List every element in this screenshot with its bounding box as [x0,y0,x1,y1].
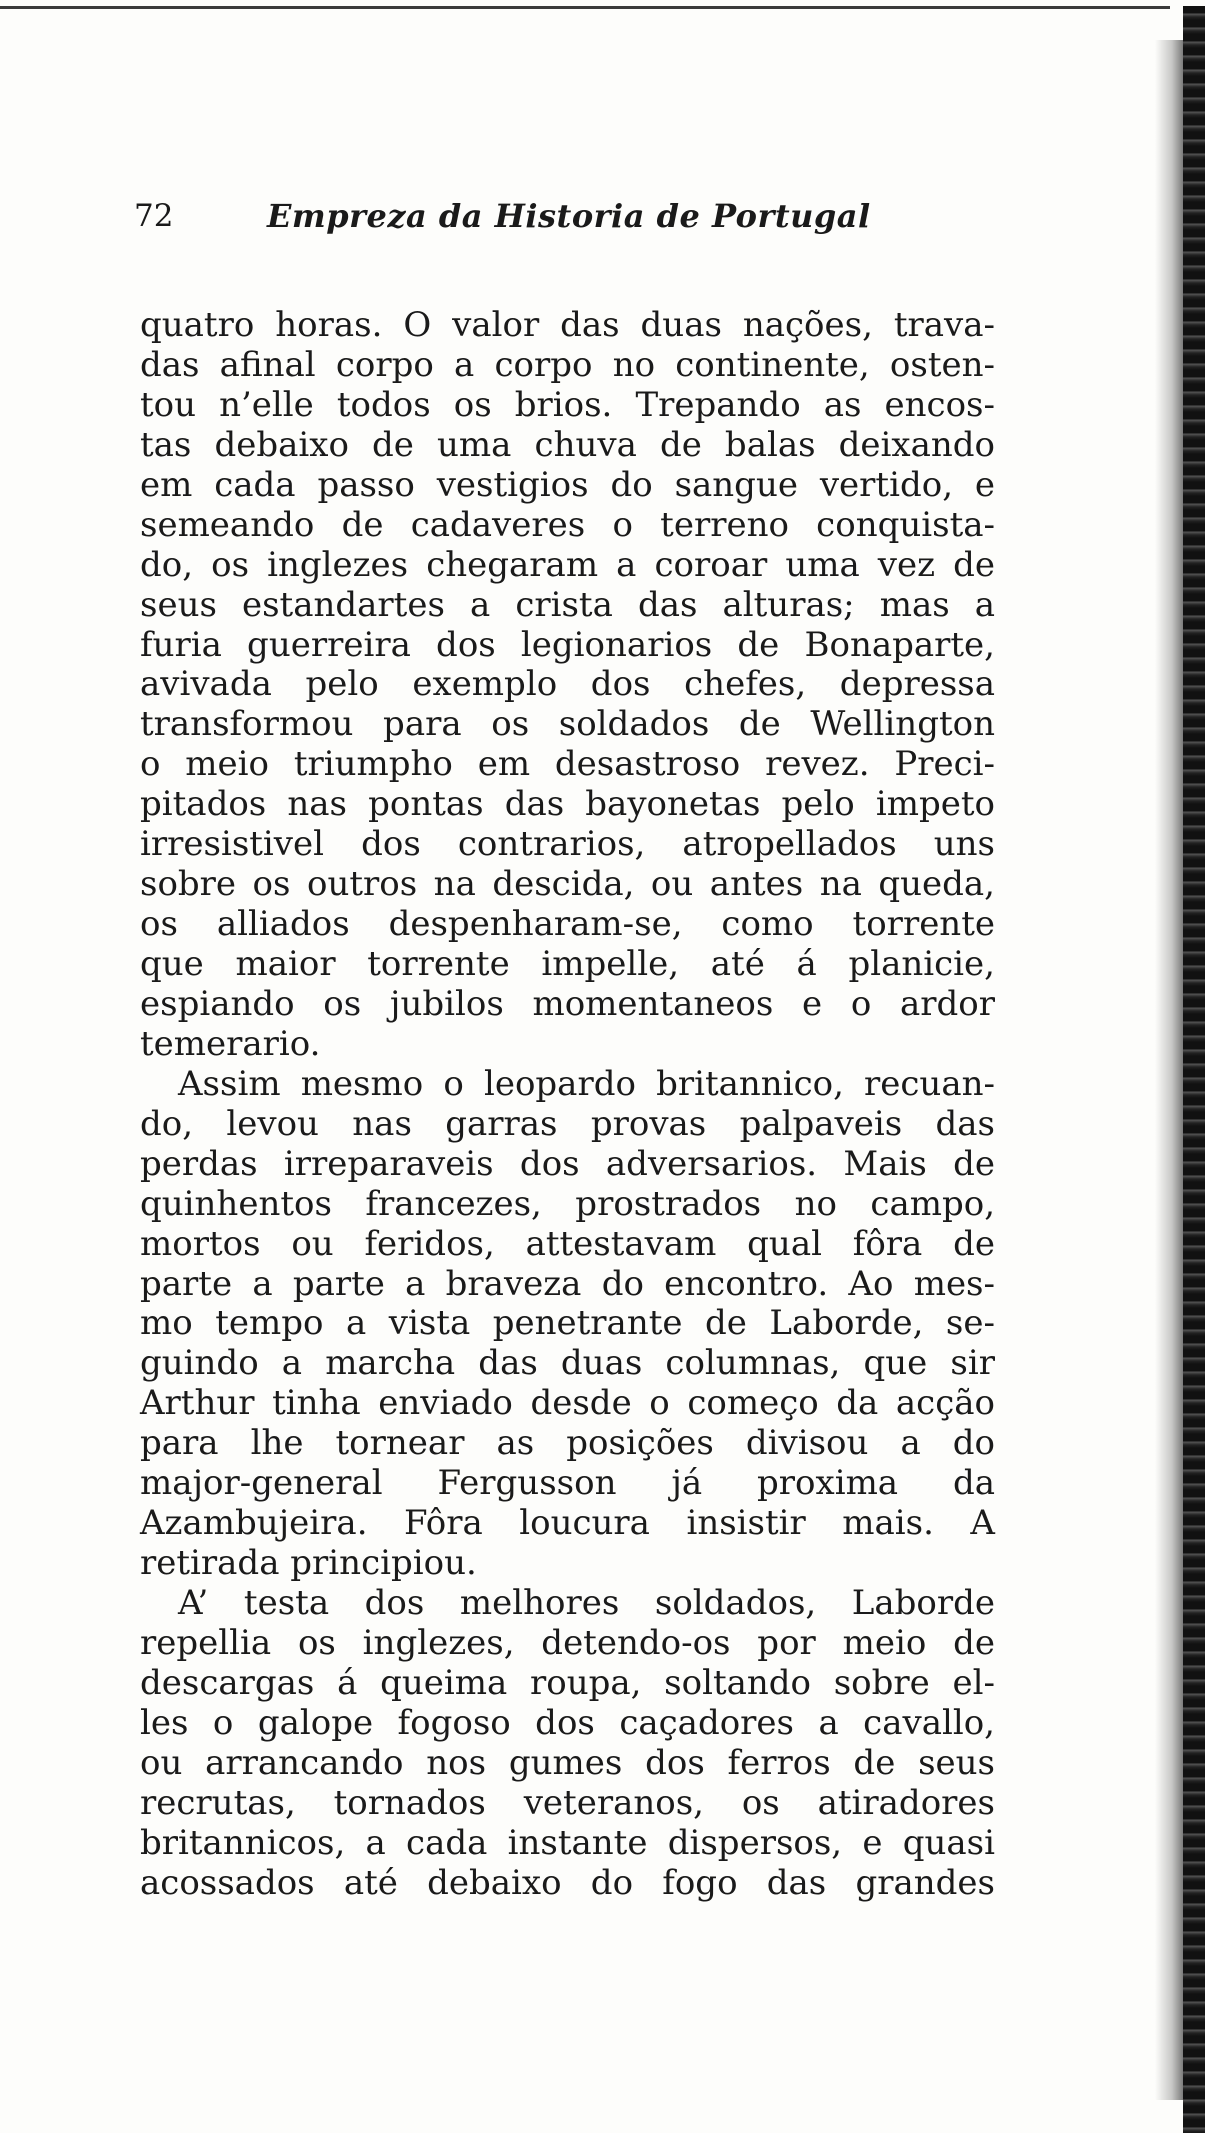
text-line: irresistivel dos contrarios, atropellados uns [140,824,995,865]
text-line: temerario. [140,1023,321,1064]
text-line: o meio triumpho em desastroso revez. Preci- [140,744,995,785]
text-line: repellia os inglezes, detendo-os por meio de [140,1622,995,1663]
text-line: major-general Fergusson já proxima da [140,1463,995,1504]
text-line: que maior torrente impelle, até á planicie, [140,944,995,984]
text-line: guindo a marcha das duas columnas, que sir [140,1343,995,1384]
text-line: mo tempo a vista penetrante de Laborde, se- [140,1303,995,1344]
text-line: parte a parte a braveza do encontro. Ao mes- [140,1263,995,1304]
text-line: do, levou nas garras provas palpaveis das [140,1103,995,1144]
text-line: mortos ou feridos, attestavam qual fôra de [140,1223,995,1264]
text-line: perdas irreparaveis dos adversarios. Mais de [140,1143,995,1184]
running-title: Empreza da Historia de Portugal [267,197,871,235]
text-line: semeando de cadaveres o terreno conquista- [140,504,995,545]
text-line: para lhe tornear as posições divisou a do [140,1423,995,1464]
top-border-rule [0,6,1170,9]
text-line: quinhentos francezes, prostrados no campo, [140,1183,995,1224]
text-line: Arthur tinha enviado desde o começo da acção [140,1383,995,1424]
text-line: les o galope fogoso dos caçadores a cavallo, [140,1702,995,1743]
text-line: ou arrancando nos gumes dos ferros de seus [140,1742,995,1783]
text-line: sobre os outros na descida, ou antes na queda, [140,864,995,905]
text-line: do, os inglezes chegaram a coroar uma vez de [140,544,995,585]
text-line: tou n’elle todos os brios. Trepando as encos- [140,384,995,425]
page-number: 72 [134,198,174,234]
text-line: avivada pelo exemplo dos chefes, depressa [140,664,995,705]
book-spine-edge [1183,6,1205,2133]
text-line: em cada passo vestigios do sangue vertido, e [140,464,995,505]
text-line: Assim mesmo o leopardo britannico, recuan- [178,1063,995,1104]
body-text [140,306,995,1904]
text-line: pitados nas pontas das bayonetas pelo impeto [140,784,995,825]
text-line: descargas á queima roupa, soltando sobre el- [140,1662,995,1703]
text-line: os alliados despenharam-se, como torrente [140,904,995,945]
text-line: seus estandartes a crista das alturas; mas a [140,584,995,625]
text-line: espiando os jubilos momentaneos e o ardor [140,983,995,1024]
text-line: Azambujeira. Fôra loucura insistir mais. A [140,1503,995,1544]
text-line: tas debaixo de uma chuva de balas deixando [140,424,995,465]
text-line: britannicos, a cada instante dispersos, e quasi [140,1822,995,1863]
text-line: recrutas, tornados veteranos, os atiradores [140,1782,995,1823]
text-line: quatro horas. O valor das duas nações, trava- [140,305,995,345]
text-line: furia guerreira dos legionarios de Bonaparte, [140,624,995,665]
text-line: retirada principiou. [140,1543,477,1584]
text-line: das afinal corpo a corpo no continente, osten- [140,344,995,385]
page-edge-shadow [1155,40,1183,2100]
text-line: transformou para os soldados de Wellington [140,704,995,745]
text-line: A’ testa dos melhores soldados, Laborde [178,1583,995,1623]
text-line: acossados até debaixo do fogo das grandes [140,1862,995,1903]
page-header [134,196,994,244]
